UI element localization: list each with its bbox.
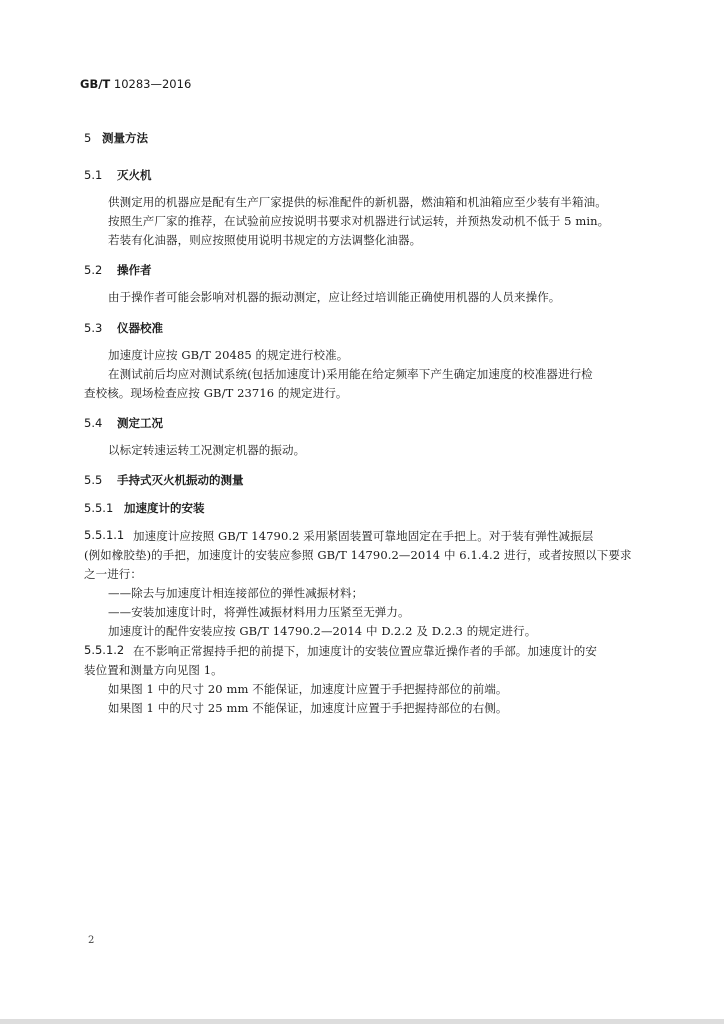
paragraph-line: 在不影响正常握持手把的前提下，加速度计的安装位置应靠近操作者的手部。加速度计的安 (133, 644, 597, 658)
section-title: 手持式灭火机振动的测量 (117, 473, 244, 487)
section-heading-5 (84, 130, 148, 146)
paragraph-line: 以标定转速运转工况测定机器的振动。 (108, 443, 306, 457)
standard-prefix: GB/T (80, 77, 111, 91)
section-title: 仪器校准 (117, 321, 163, 335)
section-title: 灭火机 (117, 168, 152, 182)
section-number: 5.1 (84, 168, 103, 182)
paragraph-line: 按照生产厂家的推荐，在试验前应按说明书要求对机器进行试运转，并预热发动机不低于 5 min。 (108, 214, 610, 228)
page-number: 2 (88, 935, 95, 946)
paragraph-line: 如果图 1 中的尺寸 25 mm 不能保证，加速度计应置于手把握持部位的右侧。 (108, 701, 508, 715)
section-number: 5.5 (84, 473, 103, 487)
section-title: 加速度计的安装 (124, 501, 205, 515)
paragraph-line: 加速度计的配件安装应按 GB/T 14790.2—2014 中 D.2.2 及 D.2.3 的规定进行。 (108, 624, 537, 638)
clause-number-5-5-1-2: 5.5.1.2 (84, 643, 125, 657)
section-number: 5.2 (84, 263, 103, 277)
list-item: ——除去与加速度计相连接部位的弹性减振材料； (108, 586, 364, 600)
section-heading-5-1 (84, 167, 152, 183)
list-item: ——安装加速度计时，将弹性减振材料用力压紧至无弹力。 (108, 605, 410, 619)
page-bottom-edge (0, 1019, 724, 1024)
paragraph-line: 加速度计应按照 GB/T 14790.2 采用紧固装置可靠地固定在手把上。对于装有弹性减振层 (133, 529, 594, 543)
paragraph-line: 若装有化油器，则应按照使用说明书规定的方法调整化油器。 (108, 233, 422, 247)
section-number: 5.4 (84, 416, 103, 430)
section-title: 测量方法 (102, 131, 148, 145)
section-heading-5-2 (84, 262, 152, 278)
section-heading-5-5 (84, 472, 244, 488)
paragraph-line: 装位置和测量方向见图 1。 (84, 663, 223, 677)
section-heading-5-5-1 (84, 500, 205, 516)
standard-number: 10283—2016 (113, 77, 192, 91)
section-number: 5.3 (84, 321, 103, 335)
section-title: 操作者 (117, 263, 152, 277)
section-heading-5-3 (84, 320, 163, 336)
paragraph-line: 供测定用的机器应是配有生产厂家提供的标准配件的新机器，燃油箱和机油箱应至少装有半箱油。 (108, 195, 607, 209)
paragraph-line: 之一进行： (84, 567, 142, 581)
paragraph-line: 加速度计应按 GB/T 20485 的规定进行校准。 (108, 348, 349, 362)
section-number: 5.5.1 (84, 501, 114, 515)
paragraph-line: 如果图 1 中的尺寸 20 mm 不能保证，加速度计应置于手把握持部位的前端。 (108, 682, 508, 696)
paragraph-line: 在测试前后均应对测试系统(包括加速度计)采用能在给定频率下产生确定加速度的校准器进行检 (108, 367, 593, 381)
section-title: 测定工况 (117, 416, 163, 430)
paragraph-line: 由于操作者可能会影响对机器的振动测定，应让经过培训能正确使用机器的人员来操作。 (108, 290, 561, 304)
paragraph-line: (例如橡胶垫)的手把，加速度计的安装应参照 GB/T 14790.2—2014 中 6.1.4.2 进行，或者按照以下要求 (84, 548, 632, 562)
section-number: 5 (84, 131, 92, 145)
paragraph-line: 查校核。现场检查应按 GB/T 23716 的规定进行。 (84, 386, 348, 400)
standard-code-header (80, 77, 191, 91)
clause-number-5-5-1-1: 5.5.1.1 (84, 528, 125, 542)
section-heading-5-4 (84, 415, 163, 431)
